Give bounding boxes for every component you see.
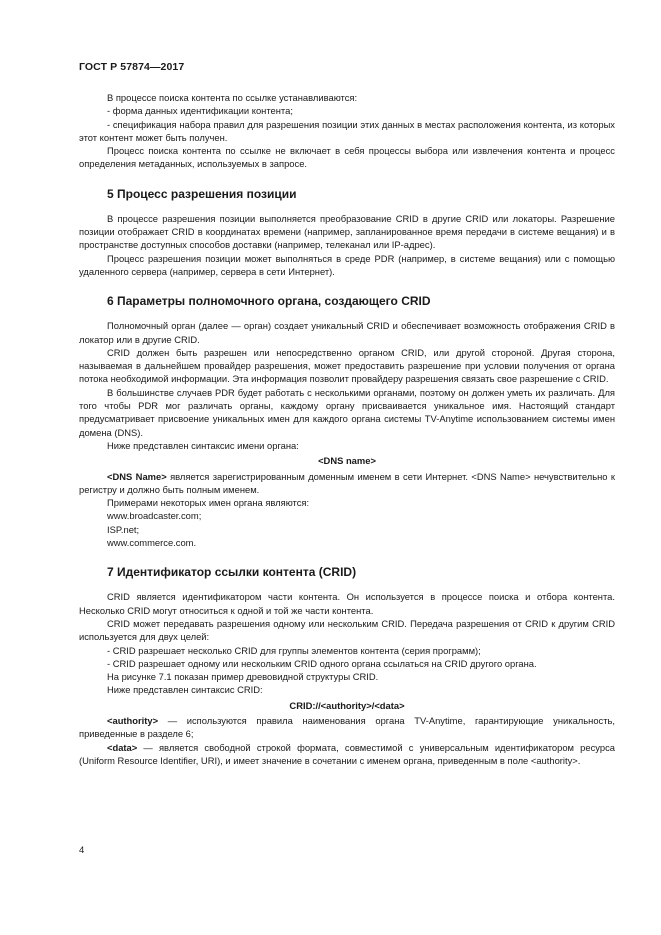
section-7-paragraph: CRID может передавать разрешения одному или нескольким CRID. Передача разрешения от CRID к другим CRID используется для двух целей:	[79, 617, 615, 643]
section-7-paragraph	[79, 741, 615, 768]
section-7-list-item: - CRID разрешает одному или нескольким CRID одного органа ссылаться на CRID другого органа.	[107, 657, 537, 669]
example-name: www.commerce.com.	[107, 537, 197, 549]
intro-list-item: - спецификация набора правил для разрешения позиции этих данных в местах расположения контента, из которых этот контент может быть получен.	[79, 118, 615, 143]
section-6-paragraph: Примерами некоторых имен органа являются:	[107, 497, 310, 509]
authority-definition: — используются правила наименования органа TV-Anytime, гарантирующие уникальность, приведенные в разделе 6;	[79, 714, 615, 740]
section-5-paragraph: В процессе разрешения позиции выполняется преобразование CRID в другие CRID или локаторы. Разрешение позиции отображает CRID в координатах времени (например, запланированное время передачи в системе вещания) и в пространстве доступных способов доставки (например, телеканал или IP-адрес).	[79, 212, 615, 251]
section-7-paragraph	[79, 714, 615, 741]
authority-term: <authority>	[107, 714, 159, 726]
example-name: ISP.net;	[107, 523, 140, 535]
section-7-paragraph: На рисунке 7.1 показан пример древовидной структуры CRID.	[107, 671, 379, 683]
page-number: 4	[79, 845, 85, 856]
section-6-paragraph: CRID должен быть разрешен или непосредственно органом CRID, или другой стороной. Другая сторона, называемая в дальнейшем провайдер разрешения, может предоставить разрешение при условии получения от органа потока необходимой информации. Эта информация позволит провайдеру разрешения связать свое разрешение с CRID.	[79, 346, 615, 385]
section-7-heading: 7 Идентификатор ссылки контента (CRID)	[107, 565, 357, 580]
crid-syntax: CRID://<authority>/<data>	[289, 699, 405, 711]
section-7-paragraph: Ниже представлен синтаксис CRID:	[107, 684, 263, 696]
section-7-paragraph: CRID является идентификатором части контента. Он используется в процессе поиска и отбора контента. Несколько CRID могут относиться к одной и той же части контента.	[79, 591, 615, 616]
data-term: <data>	[107, 741, 138, 753]
intro-paragraph: В процессе поиска контента по ссылке устанавливаются:	[107, 92, 358, 103]
section-6-paragraph	[79, 470, 615, 497]
dns-name-term: <DNS Name>	[107, 470, 167, 482]
section-6-paragraph: Полномочный орган (далее — орган) создает уникальный CRID и обеспечивает возможность отображения CRID в локатор или в другие CRID.	[79, 320, 615, 345]
section-6-paragraph: В большинстве случаев PDR будет работать с несколькими органами, поэтому он должен уметь их различать. Для того чтобы PDR мог различать органы, каждому органу присваивается уникальное имя. Настоящий стандарт предусматривает присвоение уникальных имен для каждого органа системы TV-Anytime использованием системы имен домена (DNS).	[79, 386, 615, 438]
standard-header: ГОСТ Р 57874—2017	[79, 61, 185, 73]
section-6-paragraph: Ниже представлен синтаксис имени органа:	[107, 439, 299, 451]
intro-paragraph: Процесс поиска контента по ссылке не включает в себя процессы выбора или извлечения контента и процесс определения метаданных, используемых в запросе.	[79, 145, 615, 170]
dns-name-definition: является зарегистрированным доменным именем в сети Интернет. <DNS Name> нечувствительно к регистру и должно быть полным именем.	[79, 470, 616, 495]
data-definition: — является свободной строкой формата, совместимой с универсальным идентификатором ресурса (Uniform Resource Identifier, URI), и имеет значение в сочетании с именем органа, приведенным в поле <authority>.	[79, 741, 615, 766]
dns-name-syntax: <DNS name>	[318, 455, 376, 467]
section-5-paragraph: Процесс разрешения позиции может выполняться в среде PDR (например, в системе вещания) или с помощью удаленного сервера (например, сервера в сети Интернет).	[79, 252, 615, 277]
section-5-heading: 5 Процесс разрешения позиции	[107, 186, 297, 201]
example-name: www.broadcaster.com;	[107, 510, 202, 522]
page-content	[79, 91, 615, 767]
intro-list-item: - форма данных идентификации контента;	[107, 105, 293, 117]
section-7-list-item: - CRID разрешает несколько CRID для группы элементов контента (серия программ);	[107, 644, 481, 656]
section-6-heading: 6 Параметры полномочного органа, создающего CRID	[107, 294, 431, 309]
